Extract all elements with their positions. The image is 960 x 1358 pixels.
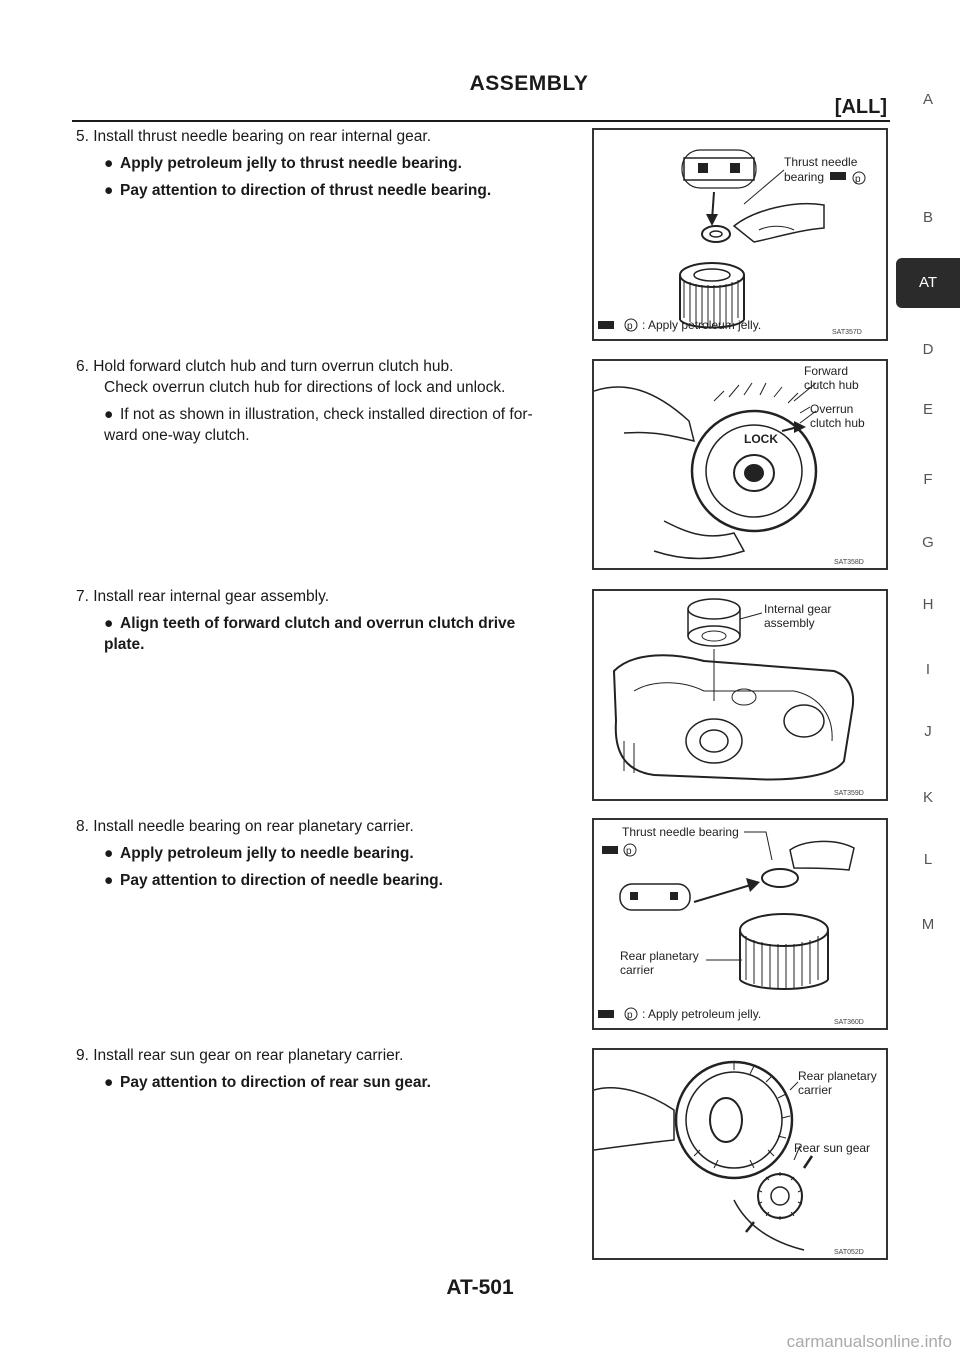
fig-052-label-rear-planetary: Rear planetary [798,1069,877,1083]
figure-sat357d [592,128,888,341]
svg-text:carrier: carrier [798,1083,833,1097]
header-rule [72,120,890,122]
step-6 [72,356,582,446]
fig-358-lock: LOCK [744,432,778,446]
step-7-bullet-1-cont: plate. [104,636,145,653]
fig-358-code: SAT358D [834,559,864,566]
step-6-text-1: 6. Hold forward clutch hub and turn overrun clutch hub. [76,358,454,375]
step-7-bullet-1: ● Align teeth of forward clutch and overrun clutch drive [104,615,516,632]
step-8-text: 8. Install needle bearing on rear planetary carrier. [76,818,414,835]
step-9-text: 9. Install rear sun gear on rear planetary carrier. [76,1047,404,1064]
page-title: ASSEMBLY [469,72,589,95]
step-5-bullet-1: ● Apply petroleum jelly to thrust needle bearing. [104,155,462,172]
figure-sat358d [592,359,888,570]
fig-360-legend: : Apply petroleum jelly. [642,1007,762,1021]
tab-b[interactable]: B [922,209,933,226]
fig-360-code: SAT360D [834,1019,864,1026]
fig-357-legend: : Apply petroleum jelly. [642,318,762,332]
step-5-bullet-2: ● Pay attention to direction of thrust needle bearing. [104,182,492,199]
svg-text:p: p [626,846,632,857]
fig-360-label-thrust: Thrust needle bearing [622,825,739,839]
svg-text:p: p [627,321,633,332]
tab-d[interactable]: D [922,341,934,358]
tab-f[interactable]: F [923,471,933,488]
fig-358-label-overrun: Overrun [810,402,854,416]
step-8 [72,816,582,891]
tab-m[interactable]: M [921,916,935,933]
tab-j[interactable]: J [924,723,932,740]
svg-text:assembly: assembly [764,616,815,630]
step-7-text: 7. Install rear internal gear assembly. [76,588,329,605]
tab-g[interactable]: G [922,534,934,551]
tab-h[interactable]: H [922,596,934,613]
watermark: carmanualsonline.info [786,1332,952,1351]
fig-357-label-thrust: Thrust needle [784,155,858,169]
fig-052-label-sun: Rear sun gear [794,1141,871,1155]
step-6-bullet-1-cont: ward one-way clutch. [104,427,250,444]
svg-text:p: p [627,1010,633,1021]
fig-360-label-rear: Rear planetary [620,949,699,963]
svg-text:clutch hub: clutch hub [804,378,859,392]
step-9-bullet-1: ● Pay attention to direction of rear sun gear. [104,1074,431,1091]
tab-i[interactable]: I [925,661,931,678]
step-9 [72,1045,582,1093]
fig-358-label-forward: Forward [804,364,849,378]
step-8-bullet-1: ● Apply petroleum jelly to needle bearing. [104,845,414,862]
page-subtitle: [ALL] [834,96,887,118]
figure-sat052d [592,1048,888,1260]
figure-sat359d [592,589,888,801]
fig-357-code: SAT357D [832,329,862,336]
tab-a[interactable]: A [922,91,933,108]
fig-052-code: SAT052D [834,1249,864,1256]
svg-text:clutch hub: clutch hub [810,416,865,430]
tab-k[interactable]: K [922,789,933,806]
figure-sat360d [592,818,888,1030]
svg-text:p: p [855,174,861,185]
section-index-tabs [896,0,960,1358]
step-6-bullet-1: ● If not as shown in illustration, check installed direction of for- [104,406,533,423]
page-number: AT-501 [446,1276,514,1299]
tab-l[interactable]: L [923,851,933,868]
fig-359-code: SAT359D [834,790,864,797]
step-7 [72,586,582,655]
fig-357-label-bearing: bearing [784,170,825,184]
tab-at[interactable]: AT [896,258,960,308]
fig-359-label-internal: Internal gear [764,602,832,616]
step-5 [72,126,582,201]
step-5-text: 5. Install thrust needle bearing on rear internal gear. [76,128,432,145]
tab-e[interactable]: E [922,401,933,418]
svg-text:carrier: carrier [620,963,655,977]
step-6-text-2: Check overrun clutch hub for directions of lock and unlock. [104,379,506,396]
step-8-bullet-2: ● Pay attention to direction of needle bearing. [104,872,443,889]
